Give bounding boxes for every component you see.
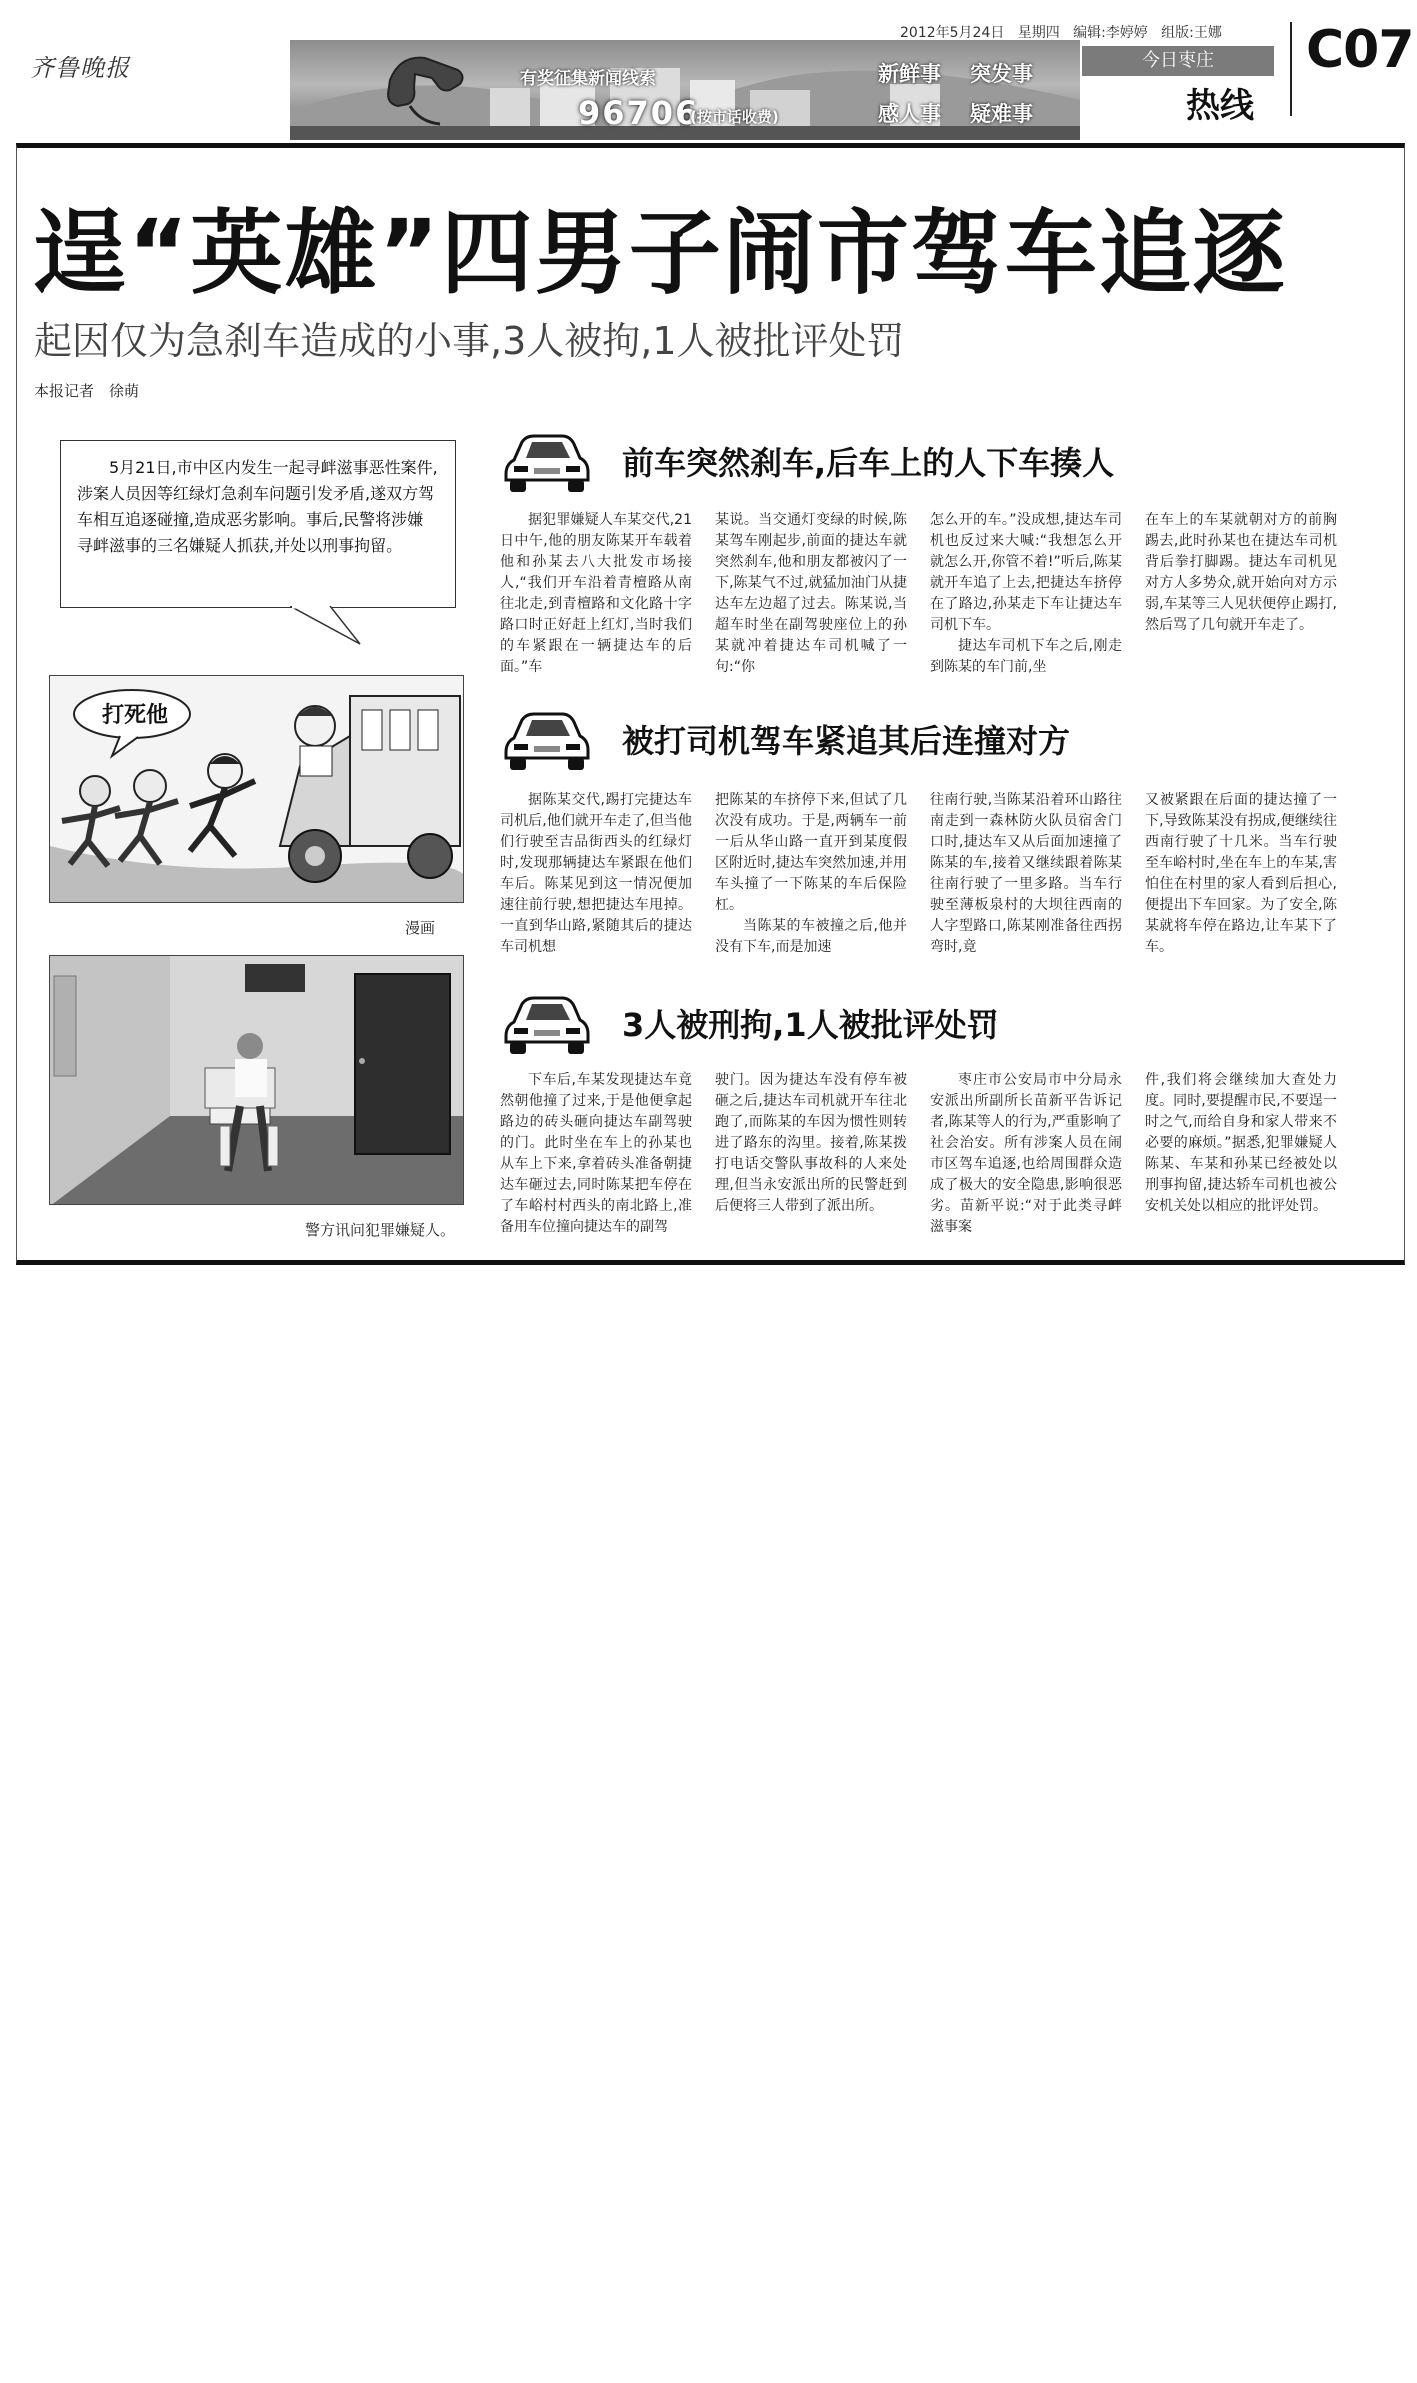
section-name: 热线	[1186, 86, 1254, 126]
category-label: 疑难事	[970, 102, 1033, 126]
paragraph: 驶门。因为捷达车没有停车被砸之后,捷达车司机就开车往北跑了,而陈某的车因为惯性则转进了路东的沟里。接着,陈某拨打电话交警队事故科的人来处理,但当永安派出所的民警赶到后便将三人带到了派出所。	[715, 1072, 907, 1214]
byline: 本报记者 徐萌	[34, 382, 140, 400]
issue-date: 2012年5月24日	[900, 25, 1005, 41]
masthead	[0, 0, 1417, 145]
cartoon-caption: 漫画	[405, 919, 436, 937]
lead-paragraph: 5月21日,市中区内发生一起寻衅滋事恶性案件,涉案人员因等红绿灯急刹车问题引发矛盾,遂双方驾车相互追逐碰撞,造成恶劣影响。事后,民警将涉嫌寻衅滋事的三名嫌疑人抓获,并处以刑事拘留。	[60, 440, 456, 608]
car-icon	[500, 706, 592, 774]
divider	[1290, 22, 1292, 116]
speech-bubble-tail	[290, 606, 380, 646]
paper-logo: 齐鲁晚报	[30, 54, 130, 82]
paragraph: 把陈某的车挤停下来,但试了几次没有成功。于是,两辆车一前一后从华山路一直开到某度假区附近时,捷达车突然加速,并用车头撞了一下陈某的车后保险杠。	[715, 792, 907, 913]
paragraph: 怎么开的车。”没成想,捷达车司机也反过来大喊:“我想怎么开就怎么开,你管不着!”听后,陈某就开车追了上去,把捷达车挤停在了路边,孙某走下车让捷达车司机下车。	[930, 512, 1122, 633]
paragraph: 某说。当交通灯变绿的时候,陈某驾车刚起步,前面的捷达车就突然刹车,他和朋友都被闪了一下,陈某气不过,就猛加油门从捷达车左边超了过去。陈某说,当超车时坐在副驾驶座位上的孙某就冲着捷达车司机喊了一句:“你	[715, 512, 907, 675]
headline: 逞“英雄”四男子闹市驾车追逐	[34, 200, 1287, 307]
article-column	[1145, 510, 1337, 685]
photo-image	[50, 956, 464, 1205]
section-title: 被打司机驾车紧追其后连撞对方	[622, 722, 1071, 760]
paragraph: 据犯罪嫌疑人车某交代,21日中午,他的朋友陈某开车载着他和孙某去八大批发市场接人,“我们开车沿着青檀路从南往北走,到青檀路和文化路十字路口时正好赶上红灯,当时我们的车紧跟在一辆捷达车的后面。”车	[500, 512, 692, 675]
paragraph: 枣庄市公安局市中分局永安派出所副所长苗新平告诉记者,陈某等人的行为,严重影响了社会治安。所有涉案人员在闹市区驾车追逐,也给周围群众造成了极大的安全隐患,影响很恶劣。苗新平说:“对于此类寻衅滋事案	[930, 1072, 1122, 1235]
editor: 编辑:李婷婷	[1073, 25, 1148, 41]
photo-caption: 警方讯问犯罪嫌疑人。	[305, 1221, 456, 1239]
article-column	[715, 510, 907, 685]
section-title: 前车突然刹车,后车上的人下车揍人	[622, 444, 1115, 482]
paragraph: 又被紧跟在后面的捷达撞了一下,导致陈某没有拐成,便继续往西南行驶了十几米。当车行驶至车峪村时,坐在车上的车某,害怕住在村里的家人看到后担心,便提出下车回家。为了安全,陈某就将车停在路边,让车某下了车。	[1145, 792, 1337, 955]
hotline-caption: 有奖征集新闻线索	[520, 69, 656, 89]
telephone-icon	[380, 50, 470, 130]
page-number: C07	[1306, 20, 1414, 80]
hotline-note: (按市话收费)	[690, 108, 779, 126]
dateline	[900, 22, 1222, 42]
article-column	[500, 510, 692, 685]
article-column	[500, 790, 692, 980]
paragraph: 当陈某的车被撞之后,他并没有下车,而是加速	[715, 918, 907, 955]
paragraph: 下车后,车某发现捷达车竟然朝他撞了过来,于是他便拿起路边的砖头砸向捷达车副驾驶的门。此时坐在车上的孙某也从车上下来,拿着砖头准备朝捷达车砸过去,同时陈某把车停在了车峪村村西头的南北路上,准备用车位撞向捷达车的副驾	[500, 1072, 692, 1235]
paragraph: 捷达车司机下车之后,刚走到陈某的车门前,坐	[930, 638, 1122, 675]
article-column	[715, 1070, 907, 1255]
cartoon-speech-text: 打死他	[102, 703, 169, 728]
category-label: 突发事	[970, 62, 1033, 86]
paragraph: 件,我们将会继续加大查处力度。同时,要提醒市民,不要逞一时之气,而给自身和家人带来不必要的麻烦。”据悉,犯罪嫌疑人陈某、车某和孙某已经被处以刑事拘留,捷达轿车司机也被公安机关处以相应的批评处罚。	[1145, 1072, 1337, 1214]
article-column	[930, 790, 1122, 980]
category-label: 新鲜事	[878, 62, 941, 86]
article-column	[930, 510, 1122, 685]
article-column	[1145, 1070, 1337, 1255]
hotline-number: 96706	[578, 94, 700, 132]
car-icon	[500, 990, 592, 1058]
section-tag: 今日枣庄	[1082, 46, 1274, 76]
section-title: 3人被刑拘,1人被批评处罚	[622, 1006, 999, 1044]
hotline-banner	[290, 40, 1080, 140]
paragraph: 据陈某交代,踢打完捷达车司机后,他们就开车走了,但当他们行驶至吉品街西头的红绿灯时,发现那辆捷达车紧跟在他们车后。陈某见到这一情况便加速往前行驶,想把捷达车甩掉。一直到华山路,紧随其后的捷达车司机想	[500, 792, 692, 955]
article-column	[715, 790, 907, 980]
article-column	[930, 1070, 1122, 1255]
paragraph: 往南行驶,当陈某沿着环山路往南走到一森林防火队员宿舍门口时,捷达车又从后面加速撞了陈某的车,接着又继续跟着陈某往南行驶了一里多路。当车行驶至薄板泉村的大坝往西南的人字型路口,陈某刚准备往西拐弯时,竟	[930, 792, 1122, 955]
subheadline: 起因仅为急刹车造成的小事,3人被拘,1人被批评处罚	[34, 319, 905, 363]
article-column	[1145, 790, 1337, 980]
paragraph: 在车上的车某就朝对方的前胸踢去,此时孙某也在捷达车司机背后拳打脚踢。捷达车司机见对方人多势众,就开始向对方示弱,车某等三人见状便停止踢打,然后骂了几句就开车走了。	[1145, 512, 1337, 633]
car-icon	[500, 428, 592, 496]
cartoon-illustration	[49, 675, 464, 903]
category-label: 感人事	[878, 102, 941, 126]
cartoon-drawing	[50, 676, 464, 903]
weekday: 星期四	[1017, 25, 1060, 41]
interrogation-photo	[49, 955, 464, 1205]
article-column	[500, 1070, 692, 1255]
layout-editor: 组版:王娜	[1161, 25, 1222, 41]
